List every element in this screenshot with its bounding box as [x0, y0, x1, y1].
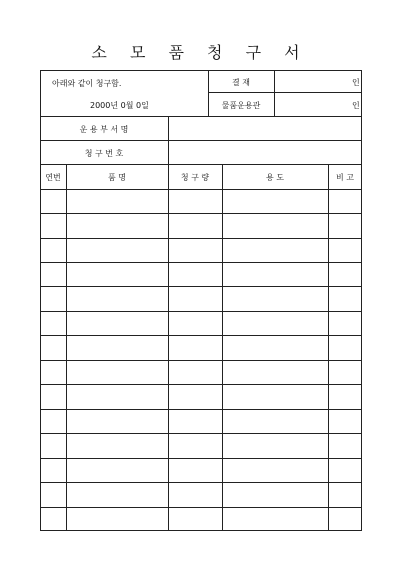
- request-statement: 아래와 같이 청구함.: [52, 79, 122, 88]
- divider: [40, 140, 362, 141]
- row-divider: [40, 360, 362, 361]
- row-divider: [40, 189, 362, 190]
- divider: [168, 116, 169, 164]
- request-number-label: 청 구 번 호: [84, 149, 124, 158]
- column-divider: [66, 164, 67, 531]
- divider: [40, 164, 362, 165]
- column-divider: [168, 164, 169, 531]
- row-divider: [40, 286, 362, 287]
- row-divider: [40, 238, 362, 239]
- divider: [274, 70, 275, 116]
- column-header-serial: 연번: [45, 173, 61, 182]
- row-divider: [40, 384, 362, 385]
- property-manager-label: 물품운용관: [221, 101, 261, 110]
- property-manager-seal: 인: [352, 101, 360, 110]
- row-divider: [40, 507, 362, 508]
- row-divider: [40, 482, 362, 483]
- column-header-quantity: 청 구 량: [180, 173, 210, 182]
- row-divider: [40, 409, 362, 410]
- row-divider: [40, 433, 362, 434]
- request-date: 2000년 0월 0일: [90, 101, 149, 110]
- column-divider: [222, 164, 223, 531]
- row-divider: [40, 335, 362, 336]
- department-label: 운 용 부 서 명: [79, 125, 129, 134]
- divider: [208, 92, 362, 93]
- row-divider: [40, 213, 362, 214]
- approval-seal: 인: [352, 78, 360, 87]
- approval-label: 결 재: [232, 78, 250, 87]
- document-title: 소 모 품 청 구 서: [91, 43, 309, 62]
- row-divider: [40, 311, 362, 312]
- column-header-item: 품 명: [108, 173, 126, 182]
- column-divider: [328, 164, 329, 531]
- column-header-purpose: 용 도: [266, 173, 284, 182]
- row-divider: [40, 458, 362, 459]
- requisition-form: [40, 70, 362, 531]
- column-header-remarks: 비 고: [336, 173, 354, 182]
- row-divider: [40, 262, 362, 263]
- divider: [40, 116, 362, 117]
